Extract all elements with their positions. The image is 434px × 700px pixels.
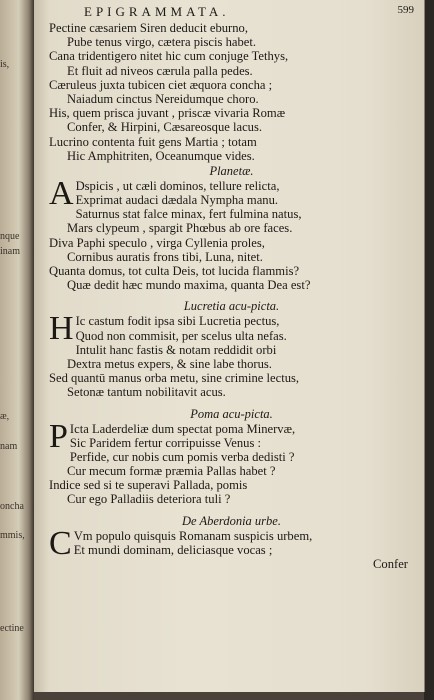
page-text bbox=[49, 21, 414, 571]
verse-line: Exprimat audaci dædala Nympha manu. bbox=[75, 193, 279, 208]
verse-line: Quod non commisit, per scelus ulta nefas. bbox=[75, 328, 287, 343]
margin-fragment: inam bbox=[0, 246, 20, 257]
margin-fragment: mmis, bbox=[0, 530, 25, 541]
margin-fragment: nque bbox=[0, 231, 20, 242]
poem-opening bbox=[49, 524, 414, 562]
verse-line: Indice sed si te superavi Pallada, pomis bbox=[49, 478, 248, 493]
verse-line: Dspicis , ut cæli dominos, tellure relicta, bbox=[75, 178, 280, 193]
verse-line: Pectine cæsariem Siren deducit eburno, bbox=[49, 21, 248, 35]
poem-title: Planetæ. bbox=[209, 163, 254, 178]
margin-fragment: ectine bbox=[0, 623, 24, 634]
poem-opening bbox=[49, 417, 414, 455]
page-number: 599 bbox=[397, 4, 414, 16]
verse-line: Saturnus stat falce minax, fert fulmina natus, bbox=[75, 207, 302, 222]
verse-line: Et fluit ad niveos cærula palla pedes. bbox=[67, 63, 253, 78]
drop-cap: A bbox=[49, 174, 74, 212]
verse-line: Et mundi dominam, deliciasque vocas ; bbox=[73, 542, 273, 557]
verse-line: Mars clypeum , spargit Phœbus ab ore faces. bbox=[67, 221, 293, 236]
margin-fragment: æ, bbox=[0, 411, 10, 422]
verse-line: Diva Paphi speculo , virga Cyllenia proles, bbox=[49, 235, 265, 250]
book-page bbox=[34, 0, 425, 692]
poem-opening bbox=[49, 174, 414, 212]
verse-line: Setonæ tantum nobilitavit acus. bbox=[67, 385, 226, 400]
running-head: EPIGRAMMATA. bbox=[84, 4, 230, 19]
verse-line: Cornibus auratis frons tibi, Luna, nitet. bbox=[67, 249, 263, 264]
verse-line: Intulit hanc fastis & notam reddidit orbi bbox=[75, 342, 277, 357]
page-bottom-edge bbox=[34, 692, 424, 700]
margin-fragment: is, bbox=[0, 59, 10, 70]
poem-opening bbox=[49, 310, 414, 348]
verse-line: Confer, & Hirpini, Cæsareosque lacus. bbox=[67, 120, 263, 135]
verse-line: Quæ dedit hæc mundo maxima, quanta Dea est? bbox=[67, 278, 311, 293]
drop-cap: C bbox=[49, 524, 72, 562]
verse-line: Pube tenus virgo, cætera piscis habet. bbox=[67, 35, 256, 50]
verse-line: Hic Amphitriten, Oceanumque vides. bbox=[67, 148, 255, 163]
verse-line: Cur ego Palladiis deteriora tuli ? bbox=[67, 492, 231, 507]
verse-line: Icta Laderdeliæ dum spectat poma Minervæ, bbox=[69, 421, 296, 436]
verse-line: Cæruleus juxta tubicen ciet æquora concha ; bbox=[49, 77, 273, 92]
verse-line: His, quem prisca juvant , priscæ vivaria Romæ bbox=[49, 106, 286, 121]
verse-line: Sed quantū manus orba metu, sine crimine lectus, bbox=[49, 371, 300, 386]
page-header bbox=[84, 4, 414, 20]
drop-cap: H bbox=[49, 310, 74, 348]
catchword: Confer bbox=[373, 557, 408, 571]
verse-line: Dextra metus expers, & sine labe thorus. bbox=[67, 356, 272, 371]
poem-title: Poma acu-picta. bbox=[190, 406, 273, 421]
verse-line: Quanta domus, tot culta Deis, tot lucida flammis? bbox=[49, 264, 300, 278]
verse-line: Perfide, cur nobis cum pomis verba dedisti ? bbox=[69, 449, 295, 464]
verse-line: Lucrino contenta fuit gens Martia ; totam bbox=[49, 134, 257, 149]
poem-title: De Aberdonia urbe. bbox=[182, 513, 281, 528]
verse-line: Sic Paridem fertur corripuisse Venus : bbox=[69, 435, 262, 450]
verse-line: Vm populo quisquis Romanam suspicis urbem, bbox=[73, 528, 313, 543]
verse-line: Ic castum fodit ipsa sibi Lucretia pectus, bbox=[75, 314, 280, 329]
verse-line: Naiadum cinctus Nereidumque choro. bbox=[67, 91, 259, 106]
margin-fragment: nam bbox=[0, 441, 18, 452]
poem-title: Lucretia acu-picta. bbox=[183, 299, 280, 314]
drop-cap: P bbox=[49, 417, 68, 455]
margin-fragment: oncha bbox=[0, 501, 24, 512]
verse-line: Cana tridentigero nitet hic cum conjuge Tethys, bbox=[49, 49, 289, 64]
verse-line: Cur mecum formæ præmia Pallas habet ? bbox=[67, 464, 276, 479]
facing-page-margin bbox=[0, 0, 34, 700]
